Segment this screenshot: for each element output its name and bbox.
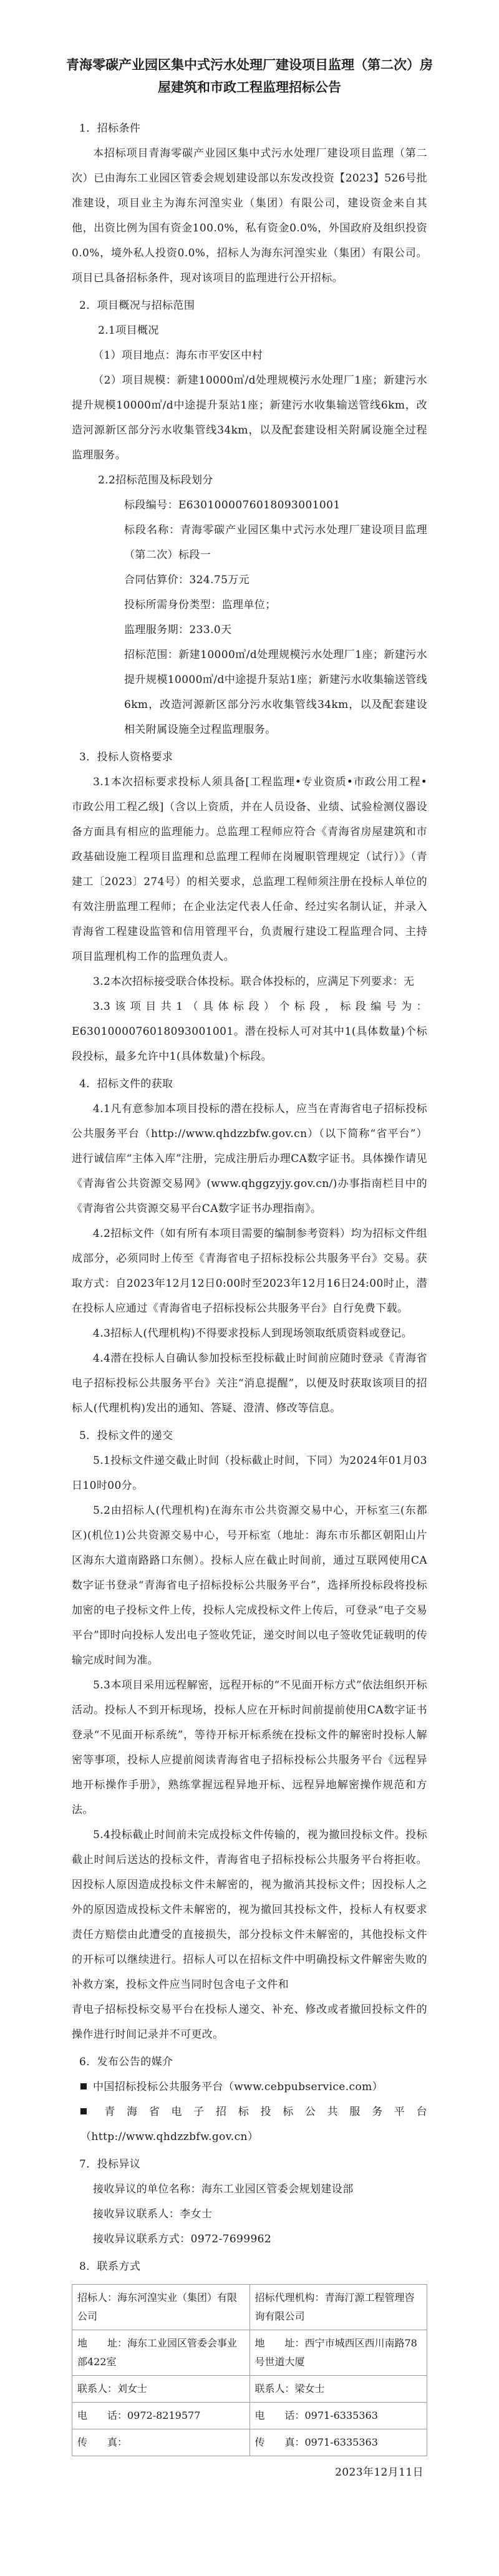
s5-paragraph-3: 5.3本项目采用远程解密，远程开标的“不见面开标方式”依法组织开标活动。投标人不到开标现场，投标人应在开标时间前提前使用CA数字证书登录“不见面开标系统”，等待开标开标系统在投标文件的解密时投标人解密等事项，投标人应提前阅读青海省电子招标投标公共服务平台《远程异地开标操作手册》，熟练掌握远程异地开标、远程异地解密操作规范和方法。 (72, 1679, 427, 1816)
section-heading-6: 6．发布公告的媒介 (79, 2056, 173, 2068)
s5-paragraph-2: 5.2由招标人(代理机构)在海东市公共资源交易中心，开标室三(东都区)(机位1)公共资源交易中心，号开标室（地址：海东市乐都区朝阳山片区海东大道南路路口东侧）。投标人应在截止时间前，通过互联网使用CA数字证书登录“青海省电子招标投标公共服务平台”，选择所投标段将投标加密的电子投标文件上传，投标人完成投标文件上传后，可登录“电子交易平台”即时向投标人发出电子签收凭证，递交时间以电子签收凭证载明的传输完成时间为准。 (72, 1504, 427, 1667)
section-heading-8: 8．联系方式 (79, 2260, 141, 2273)
section-heading-2: 2．项目概况与招标范围 (79, 299, 195, 312)
objection-unit: 接收异议的单位名称：海东工业园区管委会规划建设部 (93, 2183, 354, 2196)
section-heading-1: 1．招标条件 (79, 122, 141, 135)
s3-paragraph-2: 3.2本次招标接受联合体投标。联合体投标的，应满足下列要求：无 (93, 976, 415, 988)
s4-paragraph-4: 4.4潜在投标人自确认参加投标至投标截止时间前应随时登录《青海省电子招标投标公共服务平台》关注“消息提醒”，以便及时获取该项目的招标人(代理机构)发出的通知、答疑、澄清、修改等信息。 (72, 1352, 427, 1415)
objection-phone: 接收异议联系方式：0972-7699962 (93, 2233, 272, 2245)
table-row (72, 2330, 427, 2376)
agent-address: 地 址：西宁市城西区西川南路78号世道大厦 (250, 2330, 427, 2376)
agent-fax: 传 真：0971-6335363 (250, 2429, 427, 2456)
square-bullet-icon (80, 2083, 87, 2089)
square-bullet-icon (80, 2108, 87, 2114)
table-row (72, 2403, 427, 2429)
section-heading-5: 5．投标文件的递交 (79, 1430, 173, 1442)
table-row (72, 2429, 427, 2456)
section-number: 标段编号：E6301000076018093001001 (124, 499, 341, 511)
agent-phone: 电 话：0971-6335363 (250, 2403, 427, 2429)
media-item-1-prefix: 中国招标投标公共服务平台（ (93, 2081, 235, 2093)
contract-estimate: 合同估算价：324.75万元 (124, 574, 250, 586)
media-item-2 (72, 2099, 427, 2149)
tender-scope: 招标范围：新建10000㎥/d处理规模污水处理厂1座；新建污水提升规模10000㎥/d中途提升泵站1座；新建污水收集输送管线6km，改造河源新区部分污水收集管线34km，以及配套建设相关附属设施全过程监理服务。 (124, 649, 427, 736)
media-item-1 (72, 2075, 427, 2099)
page-title: 青海零碳产业园区集中式污水处理厂建设项目监理（第二次）房屋建筑和市政工程监理招标公告 (66, 57, 433, 95)
tenderer-cell: 招标人：海东河湟实业（集团）有限公司 (72, 2285, 250, 2330)
contact-table (72, 2284, 427, 2456)
section-heading-3: 3．投标人资格要求 (79, 751, 173, 763)
media-item-1-suffix: ） (372, 2081, 384, 2093)
announcement-body (0, 99, 499, 2485)
s5-paragraph-4: 5.4投标截止时间前未完成投标文件传输的，视为撤回投标文件。投标截止时间后送达的投标文件，青海省电子招标投标公共服务平台将拒收。因投标人原因造成投标文件未解密的，视为撤消其投标文件；因投标人之外的原因造成投标文件未解密的，视为撤回其投标文件，投标人有权要求责任方赔偿由此遭受的直接损失，部分投标文件未解密的，其他投标文件的开标可以继续进行。招标人可以在招标文件中明确投标文件解密失败的补救方案，投标文件应当同时包含电子文件和 (72, 1829, 427, 1991)
s2-location: （1）项目地点：海东市平安区中村 (93, 349, 263, 362)
announcement-date: 2023年12月11日 (335, 2466, 424, 2479)
bidder-qualification-type: 投标所需身份类型：监理单位； (124, 599, 276, 611)
s4-paragraph-1: 4.1凡有意参加本项目投标的潜在投标人，应当在青海省电子招标投标公共服务平台（http://www.qhdzzbfw.gov.cn）（以下简称“省平台”）进行诚信库“主体入库”注册，完成注册后办理CA数字证书。具体操作请见《青海省公共资源交易网》(www.qhggzyjy.gov.cn/)办事指南栏目中的《青海省公共资源交易平台CA数字证书办理指南》。 (72, 1103, 427, 1215)
s2-scale: （2）项目规模：新建10000㎥/d处理规模污水处理厂1座；新建污水提升规模10000㎥/d中途提升泵站1座；新建污水收集输送管线6km，改造河源新区部分污水收集管线34km，以及配套建设相关附属设施全过程监理服务。 (72, 374, 427, 462)
s5-paragraph-1: 5.1投标文件递交截止时间（投标截止时间，下同）为2024年01月03日10时00分。 (72, 1455, 427, 1492)
s3-paragraph-3: 3.3该项目共1（具体标段）个标段，标段编号为：E6301000076018093001001。潜在投标人可对其中1(具体数量)个标段投标，最多允许中1(具体数量)个标段。 (72, 1000, 427, 1063)
tenderer-contact: 联系人：刘女士 (72, 2376, 250, 2403)
tenderer-phone: 电 话：0972-8219577 (72, 2403, 250, 2429)
table-row (72, 2376, 427, 2403)
section-name: 标段名称：青海零碳产业园区集中式污水处理厂建设项目监理（第二次）标段一 (124, 524, 427, 561)
objection-contact: 接收异议联系人：李女士 (93, 2208, 213, 2220)
s5-paragraph-5: 青电子招标投标交易平台在投标人递交、补充、修改或者撤回投标文件的操作进行时间记录并不可更改。 (72, 2003, 427, 2041)
tenderer-address: 地 址：海东工业园区管委会事业部422室 (72, 2330, 250, 2376)
media-item-2-text: 青海省电子招标投标公共服务平台（http://www.qhdzzbfw.gov.cn） (80, 2106, 427, 2143)
agent-contact: 联系人：梁女士 (250, 2376, 427, 2403)
s4-paragraph-3: 4.3招标人(代理机构)不得要求投标人到现场领取纸质资料或登记。 (93, 1327, 413, 1340)
section-heading-7: 7．投标异议 (79, 2158, 141, 2171)
s4-paragraph-2: 4.2招标文件（如有所有本项目需要的编制参考资料）均为招标文件组成部分，必须同时上传至《青海省电子招标投标公共服务平台》交易。获取方式：自2023年12月12日0:00时至2023年12月16日24:00时止，潜在投标人应通过《青海省电子招标投标公共服务平台》自行免费下载。 (72, 1227, 427, 1315)
s1-paragraph: 本招标项目青海零碳产业园区集中式污水处理厂建设项目监理（第二次）已由海东工业园区管委会规划建设部以东发改投资【2023】526号批准建设，项目业主为海东河湟实业（集团）有限公司，建设资金来自其他，出资比例为国有资金100.0%，私有资金0.0%，外国政府及组织投资0.0%，境外私人投资0.0%，招标人为海东河湟实业（集团）有限公司。项目已具备招标条件，现对该项目的监理进行公开招标。 (72, 147, 427, 284)
agent-cell: 招标代理机构：青海汀源工程管理咨询有限公司 (250, 2285, 427, 2330)
tenderer-fax: 传 真： (72, 2429, 250, 2456)
section-heading-4: 4．招标文件的获取 (79, 1078, 173, 1090)
service-period: 监理服务期：233.0天 (124, 624, 232, 636)
s2-subheading-2: 2.2招标范围及标段划分 (98, 474, 213, 487)
s2-subheading-1: 2.1项目概况 (98, 324, 159, 337)
s3-paragraph-1: 3.1本次招标要求投标人须具备[工程监理•专业资质•市政公用工程•市政公用工程乙级]（含以上资质，并在人员设备、业绩、试验检测仪器设备方面具有相应的监理能力。总监理工程师应符合《青海省房屋建筑和市政基础设施工程项目监理和总监理工程师在岗履职管理规定（试行）》（青建工〔2023〕274号）的相关要求，总监理工程师须注册在投标人单位的有效注册监理工程师；在企业法定代表人任命、经过实名制认证，并录入青海省工程建设监管和信用管理平台，负责履行建设工程监理合同、主持项目监理机构工作的监理负责人。 (72, 776, 427, 963)
table-row (72, 2285, 427, 2330)
cebpubservice-link[interactable]: www.cebpubservice.com (234, 2081, 372, 2093)
